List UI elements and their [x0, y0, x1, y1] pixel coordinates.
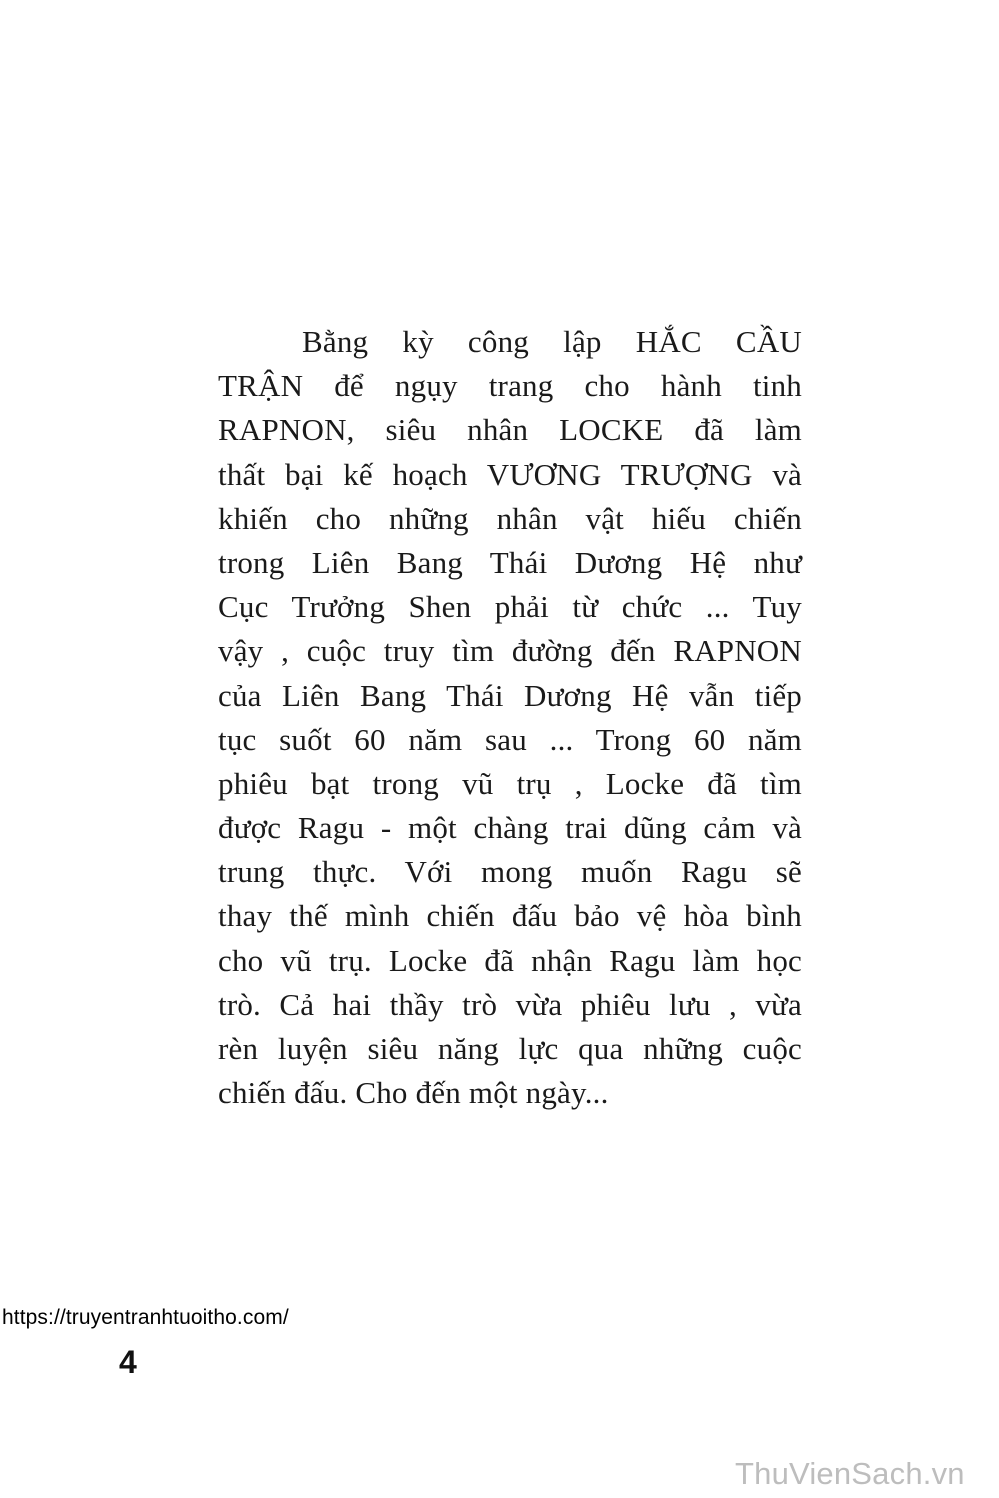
page-number: 4: [119, 1344, 137, 1380]
paragraph-line: Cục Trưởng Shen phải từ chức ... Tuy: [218, 589, 802, 625]
paragraph-line: RAPNON, siêu nhân LOCKE đã làm: [218, 412, 802, 448]
paragraph-line: rèn luyện siêu năng lực qua những cuộc: [218, 1031, 802, 1066]
paragraph-line: khiến cho những nhân vật hiếu chiến: [218, 500, 802, 536]
paragraph-line: thay thế mình chiến đấu bảo vệ hòa bình: [218, 898, 802, 934]
paragraph-line: tục suốt 60 năm sau ... Trong 60 năm: [218, 721, 802, 757]
paragraph-line: thất bại kế hoạch VƯƠNG TRƯỢNG và: [218, 456, 802, 492]
paragraph-line: phiêu bạt trong vũ trụ , Locke đã tìm: [218, 765, 802, 801]
paragraph-line: TRẬN để ngụy trang cho hành tinh: [218, 368, 802, 404]
source-url[interactable]: https://truyentranhtuoitho.com/: [2, 1306, 289, 1329]
paragraph-line: trong Liên Bang Thái Dương Hệ như: [218, 544, 802, 580]
paragraph-line: Bằng kỳ công lập HẮC CẦU: [302, 324, 802, 359]
watermark-logo: ThuVienSach.vn: [735, 1456, 965, 1491]
paragraph-line: được Ragu - một chàng trai dũng cảm và: [218, 810, 802, 846]
paragraph-line: trung thực. Với mong muốn Ragu sẽ: [218, 854, 802, 890]
paragraph-line: trò. Cả hai thầy trò vừa phiêu lưu , vừa: [218, 986, 802, 1022]
story-paragraph: [218, 320, 802, 1115]
paragraph-line: chiến đấu. Cho đến một ngày...: [218, 1075, 609, 1111]
paragraph-line: của Liên Bang Thái Dương Hệ vẫn tiếp: [218, 677, 802, 713]
paragraph-line: cho vũ trụ. Locke đã nhận Ragu làm học: [218, 942, 802, 978]
paragraph-line: vậy , cuộc truy tìm đường đến RAPNON: [218, 633, 802, 669]
